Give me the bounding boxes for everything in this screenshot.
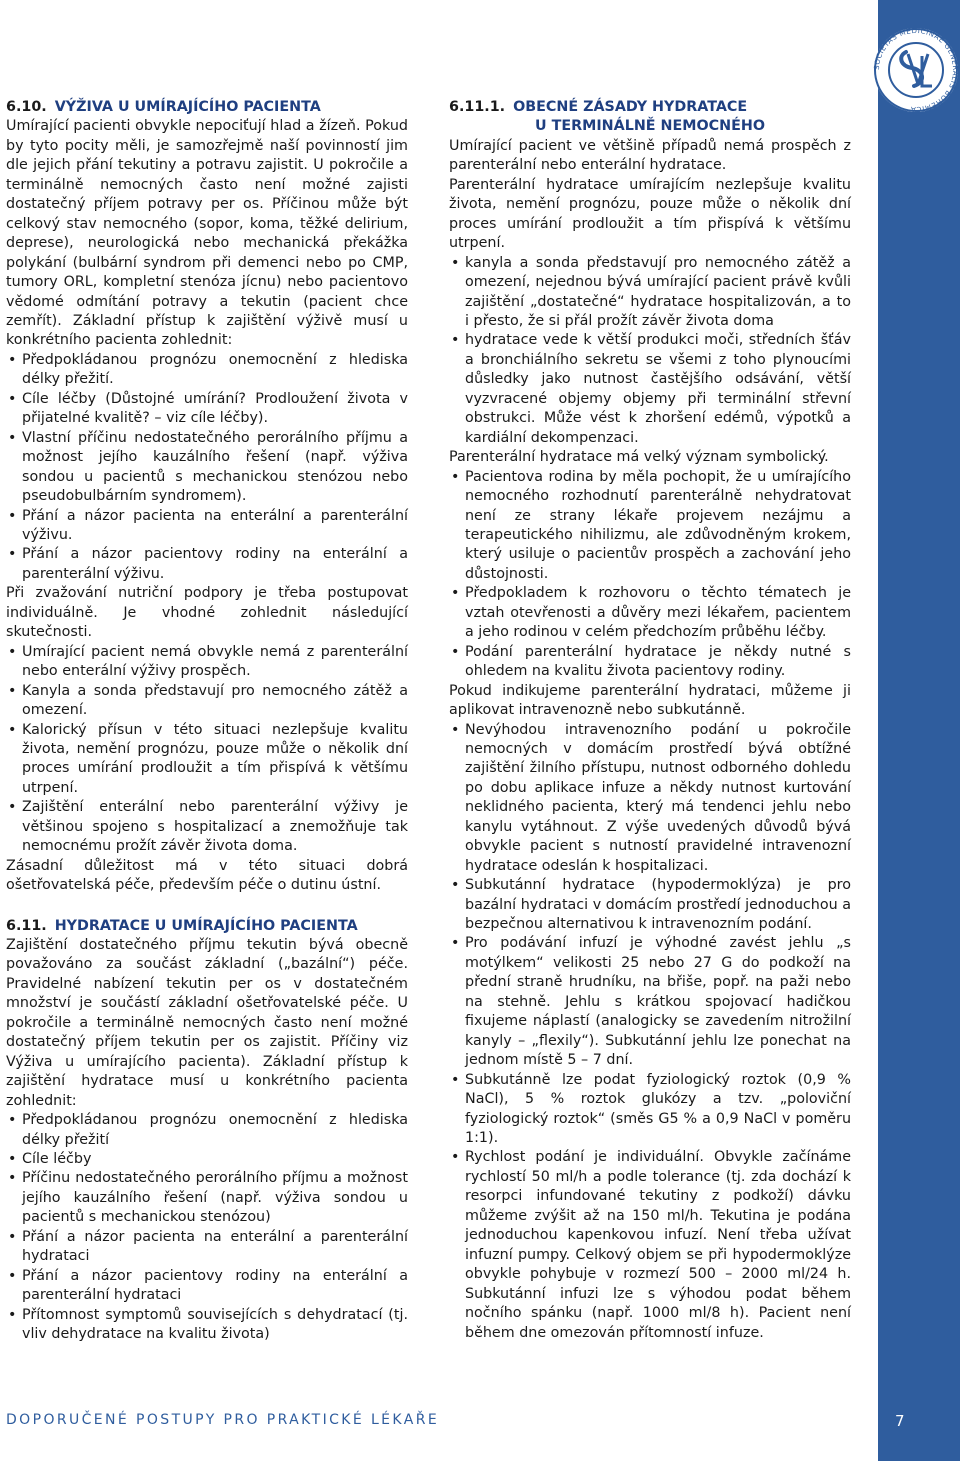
list-item: • Cíle léčby <box>6 1150 408 1169</box>
left-column <box>6 98 408 1345</box>
bullet-list <box>449 254 851 449</box>
paragraph: Parenterální hydratace má velký význam symbolický. <box>449 449 829 466</box>
list-item: • Podání parenterální hydratace je někdy nutné s ohledem na kvalitu života pacientovy rodiny. <box>449 643 851 682</box>
paragraph: Pokud indikujeme parenterální hydrataci, můžeme ji aplikovat intravenozně nebo subkutánně. <box>449 682 851 719</box>
heading-number: 6.11. <box>6 917 47 934</box>
heading-title: HYDRATACE U UMÍRAJÍCÍHO PACIENTA <box>54 917 358 934</box>
page-number: 7 <box>895 1412 905 1430</box>
subsection-heading-line2: U TERMINÁLNĚ NEMOCNÉHO <box>535 118 765 135</box>
bullet-list <box>6 643 408 857</box>
heading-number: 6.11.1. <box>449 99 506 115</box>
list-item: • Příčinu nedostatečného perorálního příjmu a možnost jejího kauzálního řešení (např. výživa sondou u pacientů s mechanickou stenózou) <box>6 1169 408 1227</box>
list-item: • kanyla a sonda představují pro nemocného zátěž a omezení, nejednou bývá umírající pacient právě kvůli zajištění „dostatečné“ hydratace hospitalizován, a to i přesto, že si přál prožít závěr života doma <box>449 254 851 332</box>
list-item: • Rychlost podání je individuální. Obvykle začínáme rychlostí 50 ml/h a podle tolerance (tj. zda dochází k resorpci infundované tekutiny z podkoží) dávku můžeme zvýšit až na 150 ml/h. Tekutina je podána jednoduchou kapenkovou infuzí. Není třeba užívat infuzní pumpy. Celkový objem se při hypodermoklýze obvykle pohybuje v rozmezí 500 – 2000 ml/24 h. Subkutánní infuzi lze s výhodou podat během nočního spánku (např. 1000 ml/8 h). Pacient není během dne omezován přítomností infuze. <box>449 1148 851 1343</box>
list-item: • Přítomnost symptomů souvisejících s dehydratací (tj. vliv dehydratace na kvalitu života) <box>6 1306 408 1345</box>
heading-number: 6.10. <box>6 99 47 115</box>
list-item: • Pro podávání infuzí je výhodné zavést jehlu „s motýlkem“ velikosti 25 nebo 27 G do podkoží na přední straně hrudníku, na břiše, popř. na paži nebo na stehně. Jehlu s krátkou spojovací hadičkou fixujeme náplastí (analogicky se zavedením nitrožilní kanyly – „flexily“). Subkutánní jehlu lze ponechat na jednom místě 5 – 7 dní. <box>449 934 851 1070</box>
list-item: • Pacientova rodina by měla pochopit, že u umírajícího nemocného rozhodnutí parenterálně nehydratovat není ze strany lékaře projevem nezájmu a terapeutického nihilizmu, ale zdůvodněným krokem, který usiluje o pacientův prospěch a zachování jeho důstojnosti. <box>449 468 851 585</box>
section-heading-nutrition <box>6 98 408 117</box>
list-item: • Subkutánní hydratace (hypodermoklýza) je pro bazální hydrataci v domácím prostředí jednoduchou a bezpečnou alternativou k intravenozním podání. <box>449 876 851 934</box>
list-item: • Kalorický přísun v této situaci nezlepšuje kvalitu života, nemění prognózu, pouze může o několik dní proces umírání prodloužit a tím přispívá k většímu utrpení. <box>6 721 408 799</box>
paragraph: Umírající pacient ve většině případů nemá prospěch z parenterální nebo enterální hydratace. <box>449 137 851 174</box>
list-item: • Subkutánně lze podat fyziologický roztok (0,9 % NaCl), 5 % roztok glukózy a tzv. „poloviční fyziologický roztok“ (směs G5 % a 0,9 NaCl v poměru 1:1). <box>449 1071 851 1149</box>
svg-text:SOCIETAS MEDICINAE GENERALIS B: SOCIETAS MEDICINAE GENERALIS BOHEMICA <box>872 26 960 114</box>
heading-title: OBECNÉ ZÁSADY HYDRATACE <box>513 99 748 115</box>
list-item: • Předpokládanou prognózu onemocnění z hlediska délky přežití <box>6 1111 408 1150</box>
paragraph: Při zvažování nutriční podpory je třeba postupovat individuálně. Je vhodné zohlednit následující skutečnosti. <box>6 585 408 641</box>
bullet-list <box>6 351 408 584</box>
bullet-list <box>6 1111 408 1344</box>
list-item: • hydratace vede k větší produkci moči, středních šťáv a bronchiálního sekretu se všemi z toho plynoucími důsledky jako nutnost častějšího odsávání, větší vyzvracené objemy objemy při terminální střevní obstrukci. Může vést k zhoršení edémů, výpotků a kardiální dekompenzaci. <box>449 331 851 448</box>
paragraph: Zajištění dostatečného příjmu tekutin bývá obecně považováno za součást základní („bazální“) péče. Pravidelné nabízení tekutin per os v dostatečném množství je součástí základní ošetřovatelské péče. U pokročile a terminálně nemocných často není možné dostatečný příjem tekutin per os zajistit. Příčiny viz Výživa u umírajícího pacienta). Základní přístup k zajištění hydratace musí u konkrétního pacienta zohlednit: <box>6 937 408 1109</box>
bullet-list <box>449 468 851 682</box>
list-item: • Předpokládanou prognózu onemocnění z hlediska délky přežití. <box>6 351 408 390</box>
section-heading-hydration <box>6 917 408 936</box>
list-item: • Předpokladem k rozhovoru o těchto tématech je vztah otevřenosti a důvěry mezi lékařem, pacientem a jeho rodinou v celém předchozím průběhu léčby. <box>449 584 851 642</box>
right-column <box>449 98 851 1343</box>
list-item: • Přání a názor pacienta na enterální a parenterální hydrataci <box>6 1228 408 1267</box>
list-item: • Cíle léčby (Důstojné umírání? Prodloužení života v přijatelné kvalitě? – viz cíle léčby). <box>6 390 408 429</box>
bullet-list <box>449 721 851 1344</box>
paragraph: Umírající pacienti obvykle nepociťují hlad a žízeň. Pokud by tyto pocity měli, je samozřejmě naší povinností jim dle jejich přání tekutiny a potravu zajistit. U pokročile a terminálně nemocných často není možné zajisti dostatečný příjem potravy per os. Příčinou může být celkový stav nemocného (sopor, koma, těžké delirium, deprese), neurologická nebo mechanická překážka polykání (bulbární syndrom při demenci nebo po CMP, tumory ORL, kompletní stenóza jícnu) nebo pacientovo vědomé odmítání potravy a tekutin (pacient chce zemřít). Základní přístup k zajištění výživě musí u konkrétního pacienta zohlednit: <box>6 118 408 349</box>
paragraph: Parenterální hydratace umírajícím nezlepšuje kvalitu života, nemění prognózu, pouze může o několik dní proces umírání prodloužit a tím přispívá k většímu utrpení. <box>449 176 851 252</box>
society-logo-icon <box>872 8 960 128</box>
side-band <box>878 0 960 1461</box>
footer-title: DOPORUČENÉ POSTUPY PRO PRAKTICKÉ LÉKAŘE <box>6 1412 440 1428</box>
list-item: • Nevýhodou intravenozního podání u pokročile nemocných v domácím prostředí bývá obtížné zajištění žilního přístupu, nutnost odborného dohledu po dobu aplikace infuze a někdy nutnost kurtování neklidného pacienta, který má tendenci jehlu nebo kanylu vytáhnout. Z výše uvedených důvodů bývá obvykle pacient s nutností pravidelné intravenozní hydratace odeslán k hospitalizaci. <box>449 721 851 877</box>
spacer <box>6 896 408 917</box>
heading-title: VÝŽIVA U UMÍRAJÍCÍHO PACIENTA <box>54 99 321 115</box>
list-item: • Vlastní příčinu nedostatečného perorálního příjmu a možnost jejího kauzálního řešení (např. výživa sondou u pacientů s mechanickou stenózou nebo pseudobulbárním syndromem). <box>6 429 408 507</box>
list-item: • Přání a názor pacientovy rodiny na enterální a parenterální výživu. <box>6 545 408 584</box>
list-item: • Umírající pacient nemá obvykle nemá z parenterální nebo enterální výživy prospěch. <box>6 643 408 682</box>
list-item: • Přání a názor pacientovy rodiny na enterální a parenterální hydrataci <box>6 1267 408 1306</box>
list-item: • Zajištění enterální nebo parenterální výživy je většinou spojeno s hospitalizací a znemožňuje tak nemocnému prožít závěr života doma. <box>6 798 408 856</box>
list-item: • Kanyla a sonda představují pro nemocného zátěž a omezení. <box>6 682 408 721</box>
paragraph: Zásadní důležitost má v této situaci dobrá ošetřovatelská péče, především péče o dutinu ústní. <box>6 857 408 894</box>
list-item: • Přání a názor pacienta na enterální a parenterální výživu. <box>6 507 408 546</box>
subsection-heading <box>449 98 851 117</box>
